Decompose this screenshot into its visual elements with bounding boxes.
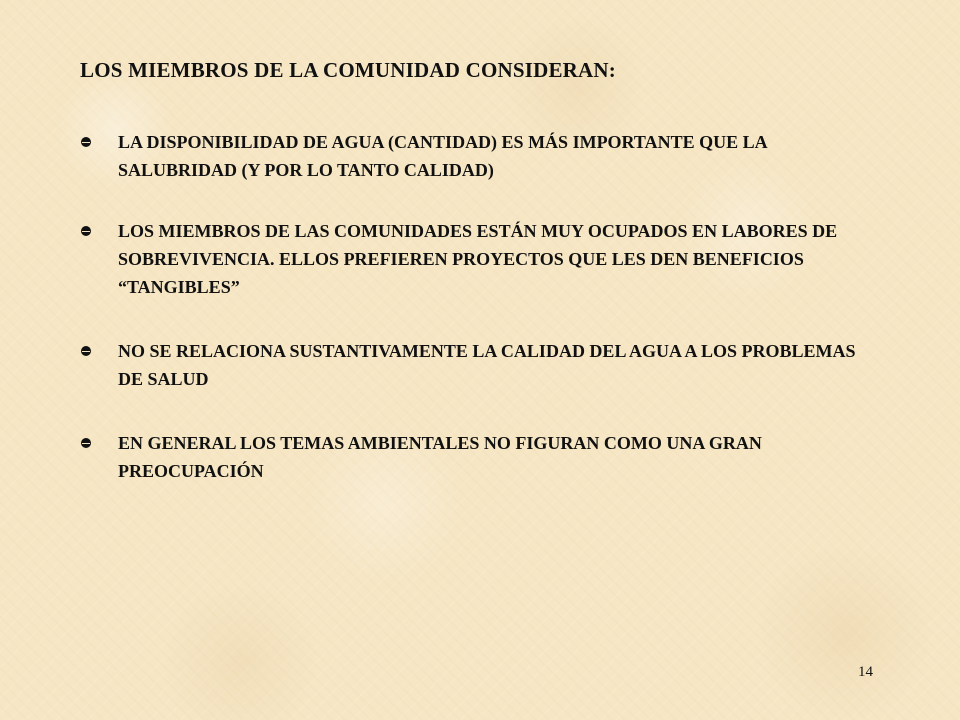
bullet-item	[80, 429, 880, 485]
bullet-item	[80, 217, 880, 301]
bullet-item	[80, 128, 880, 184]
bullet-dot-icon	[81, 438, 91, 448]
bullet-list	[80, 128, 880, 518]
slide-title: LOS MIEMBROS DE LA COMUNIDAD CONSIDERAN:	[80, 58, 616, 82]
bullet-text: LA DISPONIBILIDAD DE AGUA (CANTIDAD) ES MÁS IMPORTANTE QUE LA SALUBRIDAD (Y POR LO TANTO CALIDAD)	[118, 132, 767, 180]
bullet-item	[80, 337, 880, 393]
bullet-text: LOS MIEMBROS DE LAS COMUNIDADES ESTÁN MUY OCUPADOS EN LABORES DE SOBREVIVENCIA. ELLOS PREFIEREN PROYECTOS QUE LES DEN BENEFICIOS “TANGIBLES”	[118, 221, 838, 297]
bullet-dot-icon	[81, 346, 91, 356]
bullet-text: EN GENERAL LOS TEMAS AMBIENTALES NO FIGURAN COMO UNA GRAN PREOCUPACIÓN	[118, 433, 762, 481]
page-number: 14	[858, 664, 873, 680]
bullet-dot-icon	[81, 137, 91, 147]
bullet-text: NO SE RELACIONA SUSTANTIVAMENTE LA CALIDAD DEL AGUA A LOS PROBLEMAS DE SALUD	[118, 341, 856, 389]
bullet-dot-icon	[81, 226, 91, 236]
